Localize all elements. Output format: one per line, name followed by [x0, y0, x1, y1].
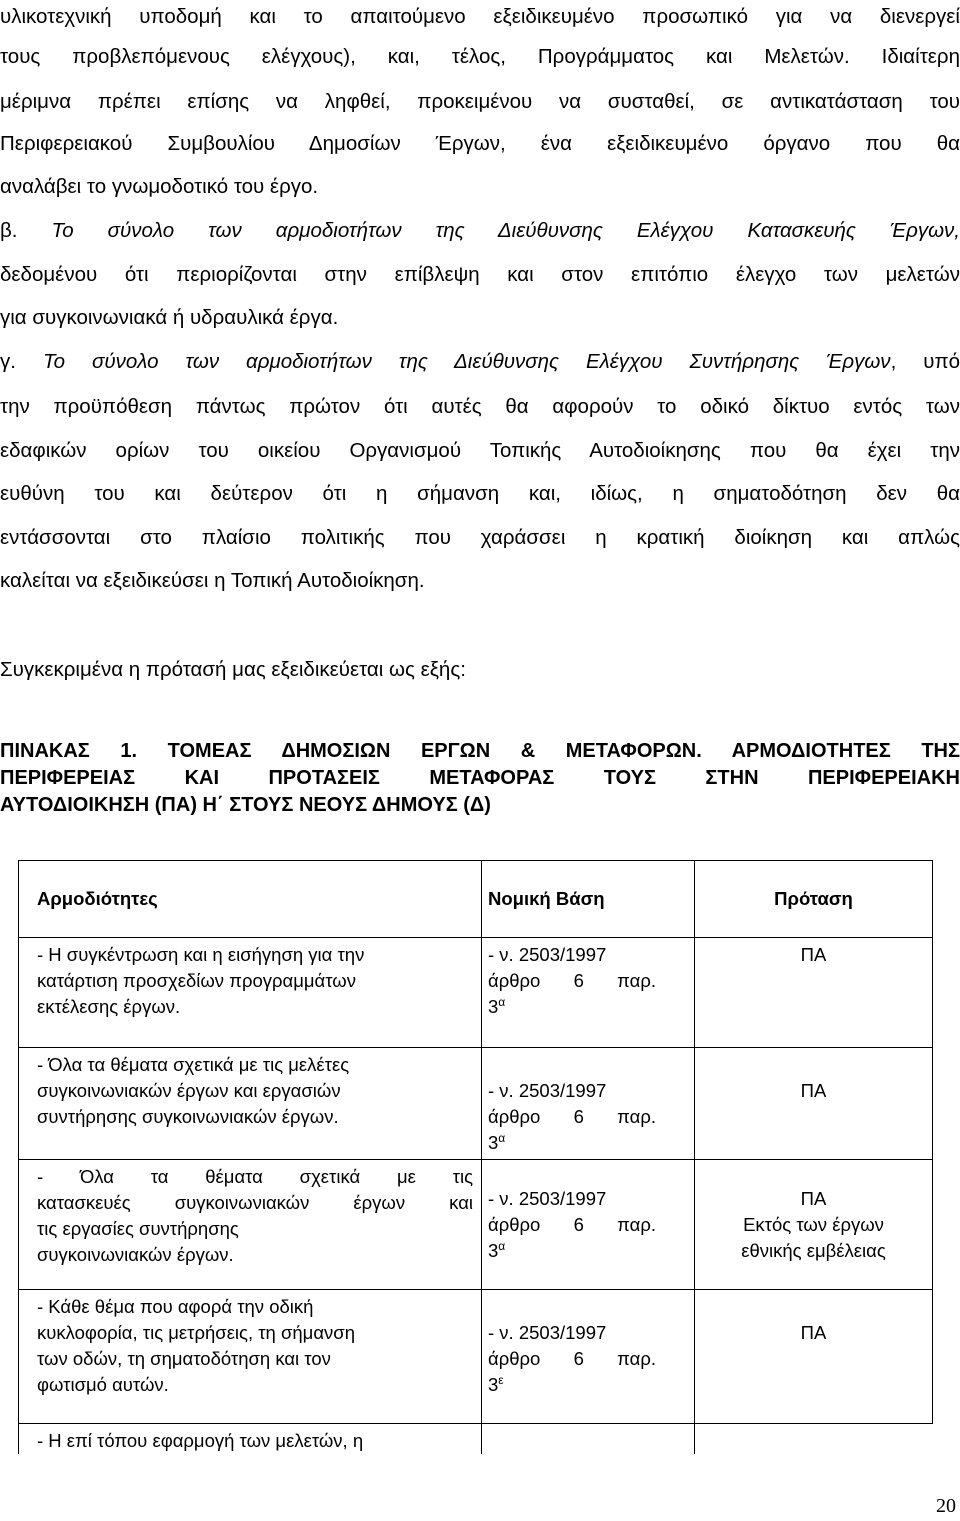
text-line: τους προβλεπόμενους ελέγχους), και, τέλος, Προγράμματος και Μελετών. Ιδιαίτερη: [0, 45, 960, 68]
proposal-cell: ΠΑ: [695, 1048, 933, 1160]
proposal-cell: ΠΑ Εκτός των έργων εθνικής εμβέλειας: [695, 1160, 933, 1290]
competence-cell: - Όλα τα θέματα σχετικά με τις κατασκευές συγκοινωνιακών έργων και τις εργασίες συντήρησης συγκοινωνιακών έργων.: [19, 1160, 482, 1290]
column-header: Νομική Βάση: [482, 861, 695, 938]
paragraph-beta-heading: [0, 211, 960, 251]
summary-line: Συγκεκριμένα η πρότασή μας εξειδικεύεται ως εξής:: [0, 658, 466, 681]
table-row: [19, 1424, 933, 1455]
legal-basis-cell: [482, 1424, 695, 1455]
table-title: [0, 738, 960, 819]
column-header: Πρόταση: [695, 861, 933, 938]
competence-cell: - Κάθε θέμα που αφορά την οδική κυκλοφορία, τις μετρήσεις, τη σήμανση των οδών, τη σηματοδότηση και τον φωτισμό αυτών.: [19, 1290, 482, 1424]
table-title-line: ΠΙΝΑΚΑΣ 1. ΤΟΜΕΑΣ ΔΗΜΟΣΙΩΝ ΕΡΓΩΝ & ΜΕΤΑΦΟΡΩΝ. ΑΡΜΟΔΙΟΤΗΤΕΣ ΤΗΣ: [0, 740, 960, 762]
text-line: εδαφικών ορίων του οικείου Οργανισμού Τοπικής Αυτοδιοίκησης που θα έχει την: [0, 439, 960, 462]
list-marker: γ.: [0, 350, 16, 373]
text-line: Περιφερειακού Συμβουλίου Δημοσίων Έργων, ένα εξειδικευμένο όργανο που θα: [0, 132, 960, 155]
italic-text: Το σύνολο των αρμοδιοτήτων της Διεύθυνσης Ελέγχου Κατασκευής Έργων,: [51, 219, 960, 242]
table-header-row: [19, 861, 933, 938]
legal-basis-cell: - ν. 2503/1997 άρθρο 6 παρ. $3^\alpha$: [482, 1160, 695, 1290]
text-line: καλείται να εξειδικεύσει η Τοπική Αυτοδιοίκηση.: [0, 569, 425, 592]
text-run: , υπό: [890, 350, 960, 373]
table-title-line: ΠΕΡΙΦΕΡΕΙΑΣ ΚΑΙ ΠΡΟΤΑΣΕΙΣ ΜΕΤΑΦΟΡΑΣ ΤΟΥΣ ΣΤΗΝ ΠΕΡΙΦΕΡΕΙΑΚΗ: [0, 767, 960, 789]
table-row: [19, 1160, 933, 1290]
text-line: την προϋπόθεση πάντως πρώτον ότι αυτές θα αφορούν το οδικό δίκτυο εντός των: [0, 395, 960, 418]
competence-cell: - Η επί τόπου εφαρμογή των μελετών, η: [19, 1424, 482, 1455]
competences-table: [18, 860, 933, 1454]
column-header: Αρμοδιότητες: [19, 861, 482, 938]
text-line: εντάσσονται στο πλαίσιο πολιτικής που χαράσσει η κρατική διοίκηση και απλώς: [0, 526, 960, 549]
list-marker: β.: [0, 219, 18, 242]
paragraph-gamma-heading: [0, 342, 960, 382]
legal-basis-cell: - ν. 2503/1997 άρθρο 6 παρ. $3^\varepsilon$: [482, 1290, 695, 1424]
competence-cell: - Η συγκέντρωση και η εισήγηση για την κατάρτιση προσχεδίων προγραμμάτων εκτέλεσης έργων.: [19, 938, 482, 1048]
text-line: υλικοτεχνική υποδομή και το απαιτούμενο εξειδικευμένο προσωπικό για να διενεργεί: [0, 5, 960, 28]
table-title-line: ΑΥΤΟΔΙΟΙΚΗΣΗ (ΠΑ) Η΄ ΣΤΟΥΣ ΝΕΟΥΣ ΔΗΜΟΥΣ (Δ): [0, 794, 491, 816]
text-line: δεδομένου ότι περιορίζονται στην επίβλεψη και στον επιτόπιο έλεγχο των μελετών: [0, 263, 960, 286]
proposal-cell: ΠΑ: [695, 938, 933, 1048]
page-number: 20: [936, 1495, 956, 1517]
legal-basis-cell: - ν. 2503/1997 άρθρο 6 παρ. $3^\alpha$: [482, 1048, 695, 1160]
text-line: μέριμνα πρέπει επίσης να ληφθεί, προκειμένου να συσταθεί, σε αντικατάσταση του: [0, 90, 960, 113]
table-row: [19, 1290, 933, 1424]
text-line: αναλάβει το γνωμοδοτικό του έργο.: [0, 175, 319, 198]
text-line: για συγκοινωνιακά ή υδραυλικά έργα.: [0, 306, 339, 329]
competence-cell: - Όλα τα θέματα σχετικά με τις μελέτες συγκοινωνιακών έργων και εργασιών συντήρησης συγκοινωνιακών έργων.: [19, 1048, 482, 1160]
table-row: [19, 938, 933, 1048]
italic-text: Το σύνολο των αρμοδιοτήτων της Διεύθυνσης Ελέγχου Συντήρησης Έργων: [42, 350, 891, 373]
text-line: ευθύνη του και δεύτερον ότι η σήμανση και, ιδίως, η σηματοδότηση δεν θα: [0, 482, 960, 505]
legal-basis-cell: - ν. 2503/1997 άρθρο 6 παρ. $3^\alpha$: [482, 938, 695, 1048]
proposal-cell: ΠΑ: [695, 1290, 933, 1424]
proposal-cell: [695, 1424, 933, 1455]
table-row: [19, 1048, 933, 1160]
